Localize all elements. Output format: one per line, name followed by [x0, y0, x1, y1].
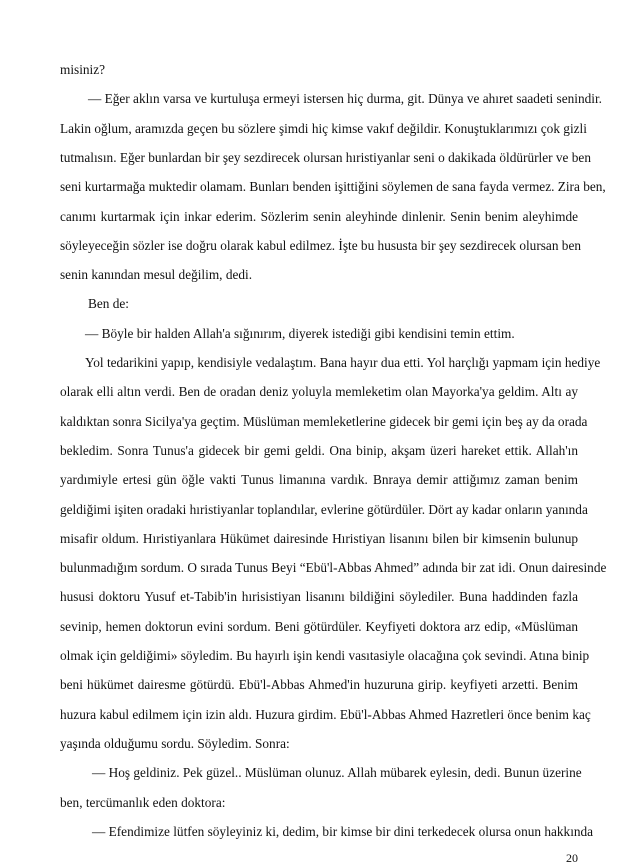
text-line: tutmalısın. Eğer bunlardan bir şey sezdirecek olursan hıristiyanlar seni o dakikada öldürürler ve ben: [60, 149, 591, 165]
text-line: hususi doktoru Yusuf et-Tabib'in hırisistiyan lisanını bildiğini söylediler. Buna haddinden fazla: [60, 589, 578, 605]
text-line: — Hoş geldiniz. Pek güzel.. Müslüman olunuz. Allah mübarek eylesin, dedi. Bunun üzerine: [92, 765, 582, 781]
text-line: misiniz?: [60, 62, 106, 77]
text-line: bekledim. Sonra Tunus'a gidecek bir gemi geldi. Ona binip, akşam üzeri hareket ettik. Allah'ın: [60, 442, 578, 458]
text-line: olmak için geldiğimi» söyledim. Bu hayırlı işin kendi vasıtasiyle olacağına çok sevindi. Atına binip: [60, 648, 590, 663]
text-line: — Efendimize lütfen söyleyiniz ki, dedim, bir kimse bir dini terkedecek olursa onun hakkında: [92, 823, 594, 839]
text-line: bulunmadığım sordum. O sırada Tunus Beyi “Ebü'l-Abbas Ahmed” adında bir zat idi. Onun dairesinde: [60, 560, 607, 576]
text-line: seni kurtarmağa muktedir olamam. Bunları benden işittiğini söylemen de sana fayda vermez. Zira ben,: [60, 179, 606, 195]
text-line: Lakin oğlum, aramızda geçen bu sözlere şimdi hiç kimse vakıf değildir. Konuştuklarımızı çok gizli: [60, 120, 587, 136]
page-number: 20: [566, 851, 578, 866]
text-line: — Böyle bir halden Allah'a sığınırım, diyerek istediği gibi kendisini temin ettim.: [85, 325, 515, 341]
text-line: Ben de:: [88, 296, 129, 312]
text-line: kaldıktan sonra Sicilya'ya geçtim. Müslüman memleketlerine gidecek bir gemi için beş ay da orada: [60, 413, 588, 429]
text-line: — Eğer aklın varsa ve kurtuluşa ermeyi istersen hiç durma, git. Dünya ve ahıret saadeti senindir.: [88, 91, 602, 107]
text-line: senin kanından mesul değilim, dedi.: [60, 267, 253, 283]
text-line: yaşında olduğumu sordu. Söyledim. Sonra:: [60, 735, 290, 751]
text-line: Yol tedarikini yapıp, kendisiyle vedalaştım. Bana hayır dua etti. Yol harçlığı yapmam için hediye: [85, 355, 601, 370]
text-line: huzura kabul edilmem için izin aldı. Huzura girdim. Ebü'l-Abbas Ahmed Hazretleri önce benim kaç: [60, 706, 591, 722]
text-line: geldiğimi işiten oradaki hıristiyanlar toplandılar, evlerine götürdüler. Dört ay kadar onların yanında: [60, 501, 588, 517]
text-line: söyleyeceğin sözler ise doğru olarak kabul edilmez. İşte bu hususta bir şey sezdirecek olursan ben: [60, 237, 581, 253]
text-line: olarak elli altın verdi. Ben de oradan deniz yoluyla memleketim olan Mayorka'ya geldim. Altı ay: [60, 384, 578, 400]
text-line: yardımiyle ertesi gün öğle vakti Tunus limanına vardık. Bnraya demir attiğımız zaman benim: [60, 472, 578, 488]
text-line: sevinip, hemen doktorun evini sordum. Beni götürdüler. Keyfiyeti doktora arz edip, «Müslüman: [60, 618, 578, 634]
text-line: ben, tercümanlık eden doktora:: [60, 794, 226, 810]
text-line: misafir oldum. Hıristiyanlara Hükümet dairesinde Hıristiyan lisanını bilen bir kimsenin bulunup: [60, 530, 578, 546]
text-line: beni hükümet dairesme götürdü. Ebü'l-Abbas Ahmed'in huzuruna girip. keyfiyeti arzetti. Benim: [60, 677, 578, 693]
text-line: canımı kurtarmak için inkar ederim. Sözlerim senin aleyhinde dinlenir. Senin benim aleyhimde: [60, 208, 578, 224]
